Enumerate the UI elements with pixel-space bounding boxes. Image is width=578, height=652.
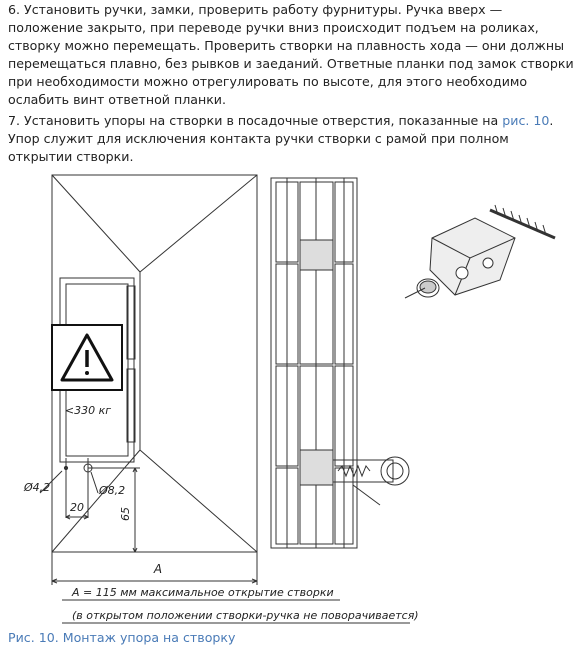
dim-65: 65 <box>119 507 132 521</box>
dim-hole-large: Ø8,2 <box>99 484 126 497</box>
profile-section-view <box>271 178 357 548</box>
stopper-icon <box>430 218 515 295</box>
bumper-cap-icon <box>405 279 439 298</box>
paragraph-step-7 <box>8 112 574 166</box>
dim-A: A <box>153 562 163 576</box>
paragraph-step-7-text: 7. Установить упоры на створки в посадочные отверстия, показанные на <box>8 113 503 128</box>
dim-20: 20 <box>70 501 84 514</box>
weight-label: <330 кг <box>64 404 112 417</box>
figure-10-drawing <box>0 160 578 630</box>
paragraph-step-6: 6. Установить ручки, замки, проверить работу фурнитуры. Ручка вверх — положение закрыто, при переводе ручки вниз происходит подъем на роликах, створку можно перемещать. Проверить створки на плавность хода — они должны перемещаться плавно, без рывков и заеданий. Ответные планки под замок створки при необходимости можно отрегулировать по высоте, для этого необходимо ослабить винт ответной планки. <box>8 2 574 107</box>
hole-dimensions <box>40 458 257 585</box>
figure-link[interactable]: рис. 10 <box>502 113 550 128</box>
note-line-1: A = 115 мм максимальное открытие створки <box>72 586 334 599</box>
paragraph-step-7-text-end: . Упор служит для исключения контакта ручки створки с рамой при полном открытии створки. <box>8 113 554 164</box>
warning-triangle-icon <box>52 325 122 390</box>
note-line-2: (в открытом положении створки-ручка не поворачивается) <box>72 609 419 622</box>
figure-caption: Рис. 10. Монтаж упора на створку <box>8 630 236 645</box>
dim-hole-small: Ø4,2 <box>24 481 51 494</box>
